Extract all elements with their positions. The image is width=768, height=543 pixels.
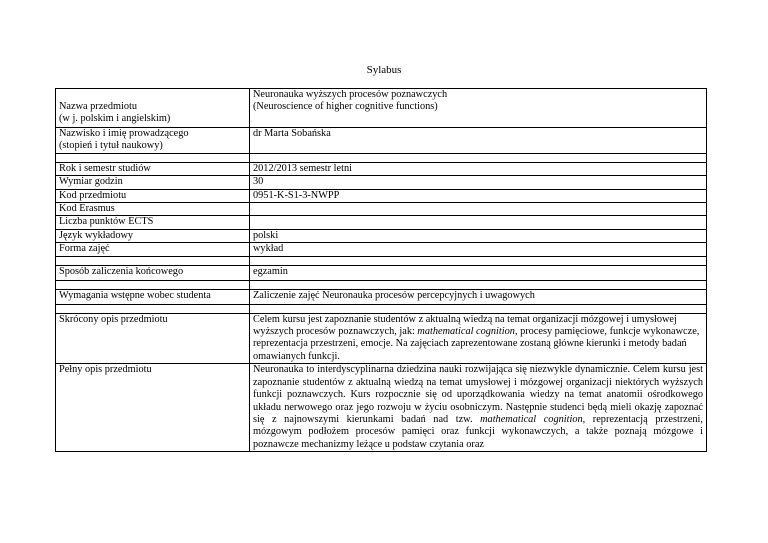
table-row — [56, 216, 707, 229]
table-row — [56, 229, 707, 242]
hours-value: 30 — [250, 176, 707, 189]
table-row — [56, 128, 707, 154]
course-name-label: Nazwa przedmiotu (w j. polskim i angielskim) — [56, 89, 250, 128]
ects-label: Liczba punktów ECTS — [56, 216, 250, 229]
erasmus-code-label: Kod Erasmus — [56, 203, 250, 216]
table-row — [56, 364, 707, 452]
table-row — [56, 289, 707, 304]
class-form-value: wykład — [250, 243, 707, 256]
course-code-label: Kod przedmiotu — [56, 189, 250, 202]
table-row — [56, 89, 707, 128]
language-label: Język wykładowy — [56, 229, 250, 242]
assessment-label: Sposób zaliczenia końcowego — [56, 265, 250, 280]
table-row — [56, 243, 707, 256]
short-description-value: Celem kursu jest zapoznanie studentów z aktualną wiedzą na temat organizacji mózgowej i umysłowej wyższych procesów poznawczych, jak: mathematical cognition, procesy pamięciowe, funkcje wykonawcze, reprezentacja przestrzeni, emocje. Na zajęciach zaprezentowane zostaną główne kierunki i metody badań omawianych funkcji. — [250, 313, 707, 364]
year-semester-label: Rok i semestr studiów — [56, 162, 250, 175]
page-title: Sylabus — [366, 64, 402, 76]
lecturer-label: Nazwisko i imię prowadzącego (stopień i tytuł naukowy) — [56, 128, 250, 154]
full-description-value: Neuronauka to interdyscyplinarna dziedzina nauki rozwijająca się niezwykle dynamicznie. Celem kursu jest zapoznanie studentów z aktualną wiedzą na temat umysłowej i mózgowej organizacji niektórych wyższych funkcji poznawczych. Kurs rozpocznie się od uporządkowania wiedzy na temat anatomii ośrodkowego układu nerwowego oraz jego rozwoju w życiu osobniczym. Następnie studenci będą mieli okazję zapoznać się z najnowszymi kierunkami badań nad tzw. mathematical cognition, reprezentacją przestrzeni, mózgowym podłożem procesów pamięci oraz funkcji wykonawczych, a także poznają mózgowe i poznawcze mechanizmy leżące u podstaw czytania oraz — [250, 364, 707, 452]
full-description-label: Pełny opis przedmiotu — [56, 364, 250, 452]
table-row — [56, 313, 707, 364]
lecturer-value: dr Marta Sobańska — [250, 128, 707, 154]
ects-value — [250, 216, 707, 229]
prerequisites-value: Zaliczenie zajęć Neuronauka procesów percepcyjnych i uwagowych — [250, 289, 707, 304]
prerequisites-label: Wymagania wstępne wobec studenta — [56, 289, 250, 304]
short-description-label: Skrócony opis przedmiotu — [56, 313, 250, 364]
assessment-value: egzamin — [250, 265, 707, 280]
table-row — [56, 265, 707, 280]
course-code-value: 0951-K-S1-3-NWPP — [250, 189, 707, 202]
year-semester-value: 2012/2013 semestr letni — [250, 162, 707, 175]
course-name-value: Neuronauka wyższych procesów poznawczych (Neuroscience of higher cognitive functions) — [250, 89, 707, 128]
language-value: polski — [250, 229, 707, 242]
table-row — [56, 162, 707, 175]
table-row — [56, 189, 707, 202]
class-form-label: Forma zajęć — [56, 243, 250, 256]
erasmus-code-value — [250, 203, 707, 216]
hours-label: Wymiar godzin — [56, 176, 250, 189]
table-row — [56, 203, 707, 216]
table-row — [56, 176, 707, 189]
syllabus-table — [55, 88, 707, 452]
